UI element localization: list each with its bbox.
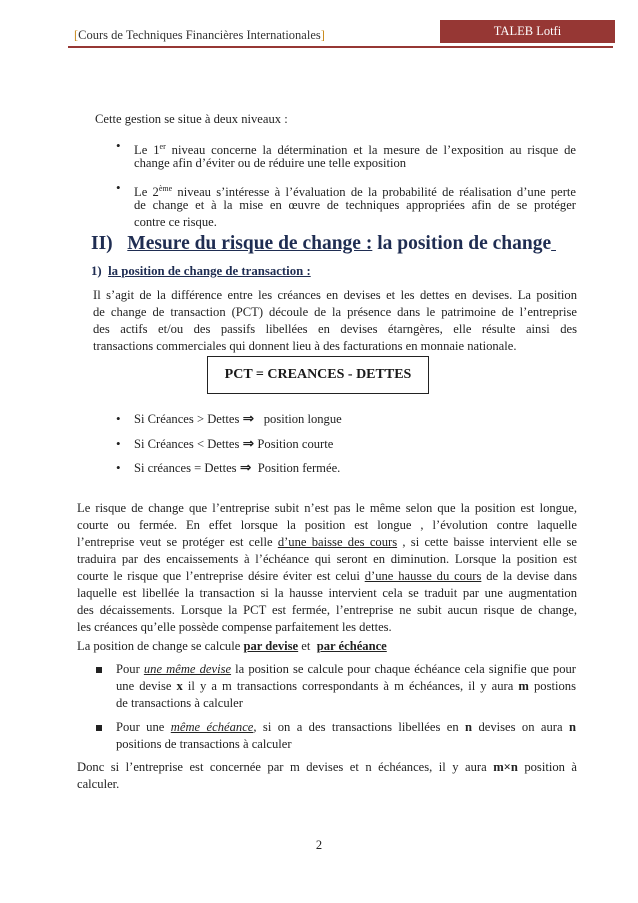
level-2-line-1: Le 2ème niveau s’intéresse à l’évaluation de la probabilité de réalisation d’une perte	[134, 184, 576, 200]
bullet-icon: •	[116, 460, 121, 475]
header-bracket-open: [	[74, 28, 79, 42]
pct-paragraph-line-3: des actifs et/ou des passifs libellées en devises étarngères, elle résulte ainsi des	[93, 322, 577, 336]
risk-line-8: les créances qu’elle possède compense parfaitement les dettes.	[77, 620, 392, 634]
right-arrow-icon: ⇒	[239, 460, 252, 476]
header-bracket-close: ]	[320, 28, 325, 42]
level-1-line-2: change afin d’éviter ou de réduire une telle exposition	[134, 156, 407, 170]
by-maturity: par échéance	[316, 639, 387, 653]
header-course-text: Cours de Techniques Financières Internationales	[78, 28, 321, 42]
right-arrow-icon: ⇒	[242, 411, 255, 427]
section-number: II)	[91, 233, 113, 254]
by-currency: par devise	[243, 639, 299, 653]
section-title-underlined: Mesure du risque de change :	[127, 233, 373, 254]
method-1-line-1: Pour une même devise la position se calcule pour chaque échéance cela signifie que pour	[116, 662, 576, 676]
emphasis-same-currency: une même devise	[143, 662, 232, 676]
square-bullet-icon	[96, 667, 102, 673]
calc-line: La position de change se calcule par devise et par échéance	[77, 639, 387, 653]
level-2-line-3: contre ce risque.	[134, 215, 217, 229]
bullet-icon: •	[116, 411, 121, 426]
level-2-line-2: de change et à la mise en œuvre de techniques appropriées afin de se protéger	[134, 198, 576, 212]
conclusion-line-2: calculer.	[77, 777, 120, 791]
right-arrow-icon: ⇒	[242, 436, 255, 452]
section-title-rest: la position de change	[372, 233, 552, 254]
pct-formula-box: PCT = CREANCES - DETTES	[207, 356, 429, 394]
m-times-n: m×n	[493, 760, 518, 774]
risk-line-4: traduira par des encaissements à l’échéance qui seront en diminution. Lorsque la position est	[77, 552, 577, 566]
subsection-heading	[91, 264, 311, 279]
risk-line-5: courte le risque que l’entreprise désire éviter est celui d’une hausse du cours de la devise dans	[77, 569, 577, 583]
risk-line-2: courte ou fermée. En effet lorsque la position est longue , l’évolution contre laquelle	[77, 518, 577, 532]
pct-paragraph-line-1: Il s’agit de la différence entre les créances en devises et les dettes en devises. La position	[93, 288, 577, 302]
method-1-line-2: une devise x il y a m transactions correspondants à m échéances, il y aura m postions	[116, 679, 576, 693]
risk-line-3: l’entreprise veut se protéger est celle d’une baisse des cours , si cette baisse intervient elle se	[77, 535, 577, 549]
underlined-phrase: d’une baisse des cours	[277, 535, 398, 549]
section-heading	[91, 233, 556, 255]
case-long: Si Créances > Dettes ⇒ position longue	[134, 411, 342, 427]
conclusion-line-1: Donc si l’entreprise est concernée par m devises et n échéances, il y aura m×n position à	[77, 760, 577, 774]
bullet-icon: •	[116, 138, 121, 153]
underlined-phrase: d’une hausse du cours	[364, 569, 482, 583]
header-course-title	[74, 28, 325, 43]
level-1-line-1: Le 1er niveau concerne la détermination et la mesure de l’exposition au risque de	[134, 142, 577, 158]
risk-line-1: Le risque de change que l’entreprise subit n’est pas le même selon que la position est longue,	[77, 501, 577, 515]
case-short: Si Créances < Dettes ⇒ Position courte	[134, 436, 334, 452]
header-author-badge: TALEB Lotfi	[440, 20, 615, 43]
bullet-icon: •	[116, 436, 121, 451]
pct-paragraph-line-4: transactions commerciales qui donnent lieu à des facturations en monnaie nationale.	[93, 339, 517, 353]
page-number: 2	[315, 838, 323, 852]
case-closed: Si créances = Dettes ⇒ Position fermée.	[134, 460, 341, 476]
header-divider	[68, 46, 613, 48]
risk-line-6: laquelle est libellée la transaction si la hausse intervient cela se traduit par une augmentation	[77, 586, 577, 600]
subsection-number: 1)	[91, 264, 102, 278]
square-bullet-icon	[96, 725, 102, 731]
method-2-line-1: Pour une même échéance, si on a des transactions libellées en n devises on aura n	[116, 720, 576, 734]
pct-paragraph-line-2: de change de transaction (PCT) découle de la présence dans le patrimoine de l’entreprise	[93, 305, 577, 319]
method-1-line-3: de transactions à calculer	[116, 696, 243, 710]
emphasis-same-maturity: même échéance	[170, 720, 254, 734]
method-2-line-2: positions de transactions à calculer	[116, 737, 292, 751]
intro-text: Cette gestion se situe à deux niveaux :	[95, 112, 288, 126]
risk-line-7: des décaissements. Lorsque la PCT est fermée, l’entreprise ne subit aucun risque de change,	[77, 603, 577, 617]
bullet-icon: •	[116, 180, 121, 195]
subsection-title: la position de change de transaction :	[108, 264, 311, 278]
